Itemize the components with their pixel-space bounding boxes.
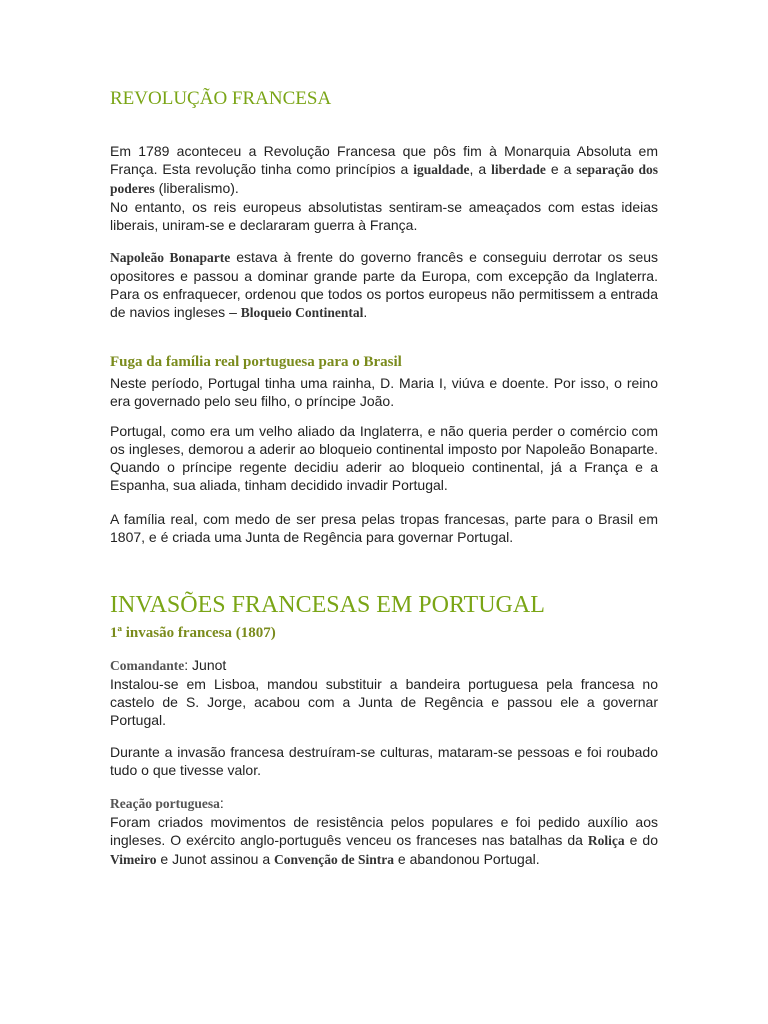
paragraph-rainha: Neste período, Portugal tinha uma rainha, D. Maria I, viúva e doente. Por isso, o reino era governado pelo seu filho, o príncipe João. — [110, 375, 658, 409]
section-title-revolucao: REVOLUÇÃO FRANCESA — [110, 88, 332, 109]
text-fragment: : — [219, 795, 224, 811]
reacao-text — [110, 813, 658, 869]
paragraph-instalou: Instalou-se em Lisboa, mandou substituir a bandeira portuguesa pela francesa no castelo de S. Jorge, acabou com a Junta de Regência e passou ele a governar Portugal. — [110, 676, 658, 728]
label-comandante: Comandante — [110, 658, 185, 673]
text-fragment: (liberalismo). — [154, 180, 239, 196]
paragraph-familia-real: A família real, com medo de ser presa pelas tropas francesas, parte para o Brasil em 1807, e é criada uma Junta de Regência para governar Portugal. — [110, 511, 658, 545]
text-fragment: Foram criados movimentos de resistência pelos populares e foi pedido auxílio aos ingleses. O exército anglo-português venceu os franceses nas batalhas da — [110, 814, 658, 848]
paragraph-aliado: Portugal, como era um velho aliado da Inglaterra, e não queria perder o comércio com os ingleses, demorou a aderir ao bloqueio continental imposto por Napoleão Bonaparte. Quando o príncipe regente decidiu aderir ao bloqueio continental, já a França e a Espanha, sua aliada, tinham decidido invadir Portugal. — [110, 423, 658, 493]
text-fragment: Em 1789 aconteceu a Revolução Francesa que pôs fim à Monarquia Absoluta em França. Esta revolução tinha como princípios a — [110, 143, 658, 177]
term-convencao-sintra: Convenção de Sintra — [274, 852, 395, 867]
term-napoleao: Napoleão Bonaparte — [110, 250, 231, 265]
term-igualdade: igualdade — [413, 162, 470, 177]
paragraph-revolucao-line1 — [110, 142, 658, 198]
text-fragment: e a — [545, 161, 577, 177]
text-fragment: , a — [469, 161, 492, 177]
paragraph-napoleao — [110, 248, 658, 322]
text-fragment: . — [363, 304, 368, 320]
paragraph-reis-europeus: No entanto, os reis europeus absolutistas sentiram-se ameaçados com estas ideias liberais, uniram-se e declararam guerra à França. — [110, 199, 658, 233]
text-fragment: estava à frente do governo francês e conseguiu derrotar os seus opositores e passou a dominar grande parte da Europa, com excepção da Inglaterra. Para os enfraquecer, ordenou que todos os portos europeus não permitissem a entrada de navios ingleses – — [110, 249, 659, 320]
text-fragment: e abandonou Portugal. — [394, 851, 540, 867]
paragraph-revolucao — [110, 142, 658, 234]
term-vimeiro: Vimeiro — [110, 852, 157, 867]
section-title-invasoes: INVASÕES FRANCESAS EM PORTUGAL — [110, 592, 545, 618]
reacao-label-line — [110, 794, 658, 813]
paragraph-reacao — [110, 794, 658, 869]
term-liberdade: liberdade — [491, 162, 546, 177]
term-bloqueio-continental: Bloqueio Continental — [240, 305, 364, 320]
term-separacao-poderes: separação dos poderes — [110, 162, 659, 196]
paragraph-comandante — [110, 656, 658, 729]
subtitle-primeira-invasao: 1ª invasão francesa (1807) — [110, 625, 276, 641]
comandante-line — [110, 656, 658, 675]
value-comandante: : Junot — [184, 657, 227, 673]
term-rolica: Roliça — [587, 833, 625, 848]
text-fragment: e Junot assinou a — [156, 851, 275, 867]
text-fragment: e do — [624, 832, 659, 848]
label-reacao-portuguesa: Reação portuguesa — [110, 796, 220, 811]
subtitle-fuga-familia-real: Fuga da família real portuguesa para o Brasil — [110, 354, 402, 370]
paragraph-destruicao: Durante a invasão francesa destruíram-se culturas, mataram-se pessoas e foi roubado tudo o que tivesse valor. — [110, 744, 658, 778]
